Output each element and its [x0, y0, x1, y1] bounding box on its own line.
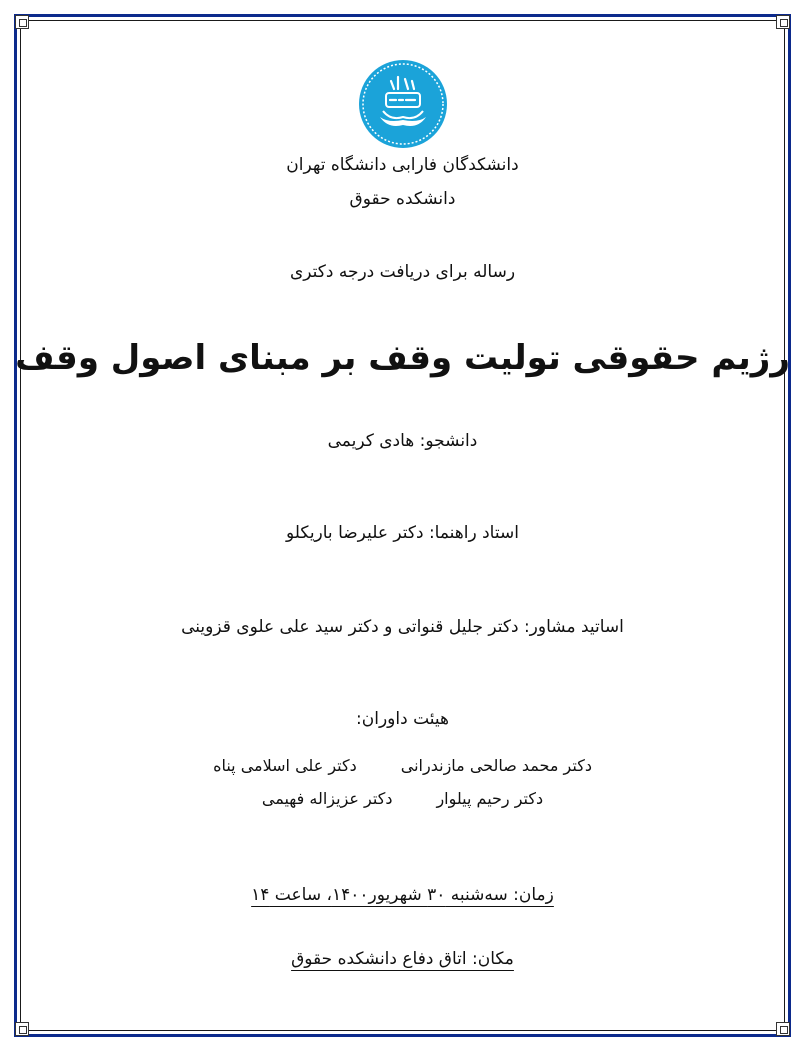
- committee-member: دکتر عزیزاله فهیمی: [261, 789, 393, 808]
- student-name: دانشجو: هادی کریمی: [327, 431, 478, 451]
- committee-row: [0, 789, 805, 808]
- supervisor-name: استاد راهنما: دکتر علیرضا باریکلو: [286, 523, 519, 543]
- committee-label: هیئت داوران:: [356, 709, 449, 729]
- thesis-title: رژیم حقوقی تولیت وقف بر مبنای اصول وقف: [15, 338, 790, 378]
- university-logo-icon: [358, 59, 448, 149]
- defense-time: زمان: سه‌شنبه ۳۰ شهریور۱۴۰۰، ساعت ۱۴: [251, 885, 554, 905]
- committee-member: دکتر رحیم پیلوار: [436, 789, 544, 808]
- defense-place: مکان: اتاق دفاع دانشکده حقوق: [291, 949, 514, 969]
- degree-line: رساله برای دریافت درجه دکتری: [289, 262, 516, 282]
- committee-member: دکتر محمد صالحی مازندرانی: [400, 756, 592, 775]
- committee-member: دکتر علی اسلامی پناه: [213, 756, 357, 775]
- faculty-name: دانشکده حقوق: [349, 189, 456, 209]
- committee-row: [0, 756, 805, 775]
- advisors-names: اساتید مشاور: دکتر جلیل قنواتی و دکتر سید علی علوی قزوینی: [181, 617, 624, 637]
- college-name: دانشکدگان فارابی دانشگاه تهران: [286, 155, 519, 175]
